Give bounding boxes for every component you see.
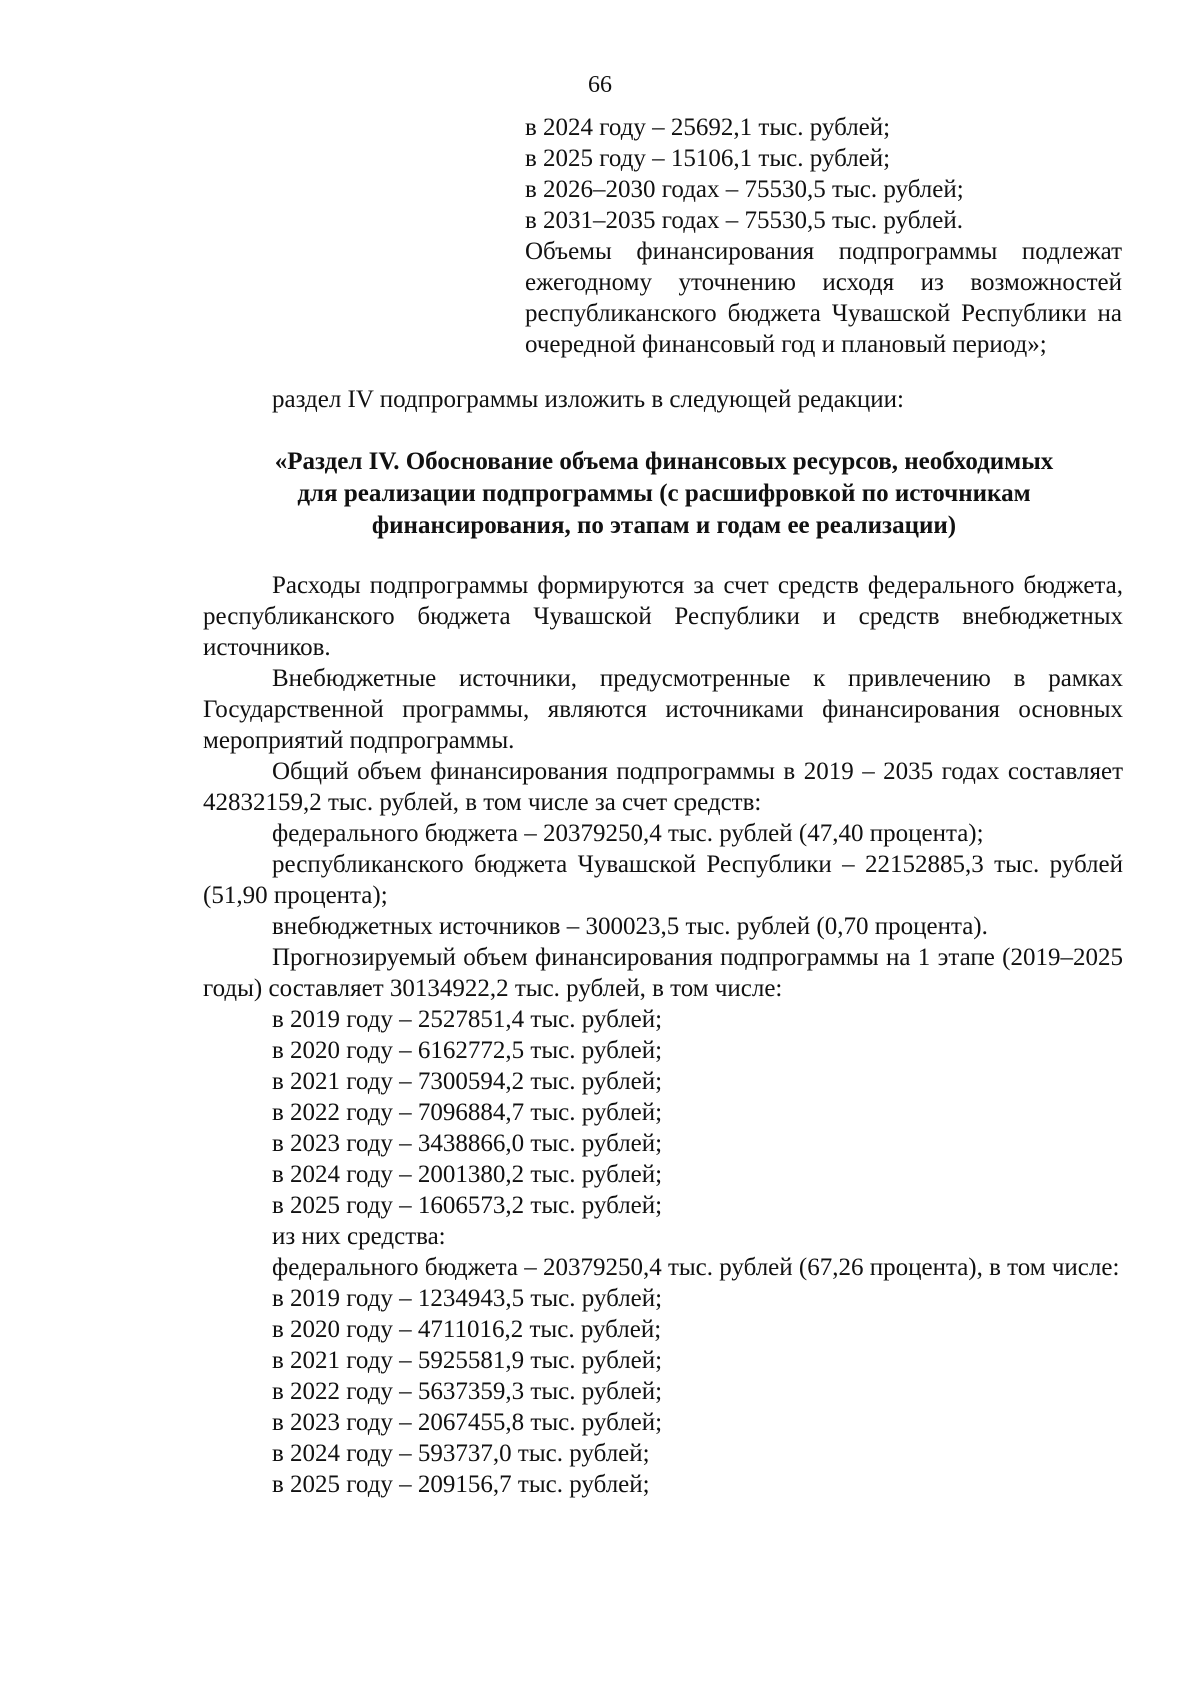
paragraph-extrabudgetary: Внебюджетные источники, предусмотренные к привлечению в рамках Государственной программы, являются источниками финансирования основных мероприятий подпрограммы. [203,665,1123,754]
heading-line: для реализации подпрограммы (с расшифровкой по источникам [297,480,1031,507]
section-body [203,570,1123,1500]
year-total-item: в 2020 году – 6162772,5 тыс. рублей; [272,1037,663,1064]
paragraph-federal-share: федерального бюджета – 20379250,4 тыс. рублей (47,40 процента); [272,820,984,847]
year-total-item: в 2023 году – 3438866,0 тыс. рублей; [272,1130,663,1157]
paragraph-stage-one: Прогнозируемый объем финансирования подпрограммы на 1 этапе (2019–2025 годы) составляет 30134922,2 тыс. рублей, в том числе: [203,944,1123,1002]
heading-line: «Раздел IV. Обоснование объема финансовых ресурсов, необходимых [274,448,1054,475]
funding-line: в 2026–2030 годах – 75530,5 тыс. рублей; [525,176,964,203]
paragraph-republic-share: республиканского бюджета Чувашской Республики – 22152885,3 тыс. рублей (51,90 процента); [203,851,1123,909]
section-heading [200,446,1128,542]
year-total-item: в 2021 году – 7300594,2 тыс. рублей; [272,1068,663,1095]
paragraph-extrabudgetary-share: внебюджетных источников – 300023,5 тыс. рублей (0,70 процента). [272,913,988,940]
paragraph-federal-stage: федерального бюджета – 20379250,4 тыс. рублей (67,26 процента), в том числе: [272,1254,1120,1281]
paragraph-of-them: из них средства: [272,1223,446,1250]
year-federal-item: в 2024 году – 593737,0 тыс. рублей; [272,1440,650,1467]
year-total-item: в 2019 году – 2527851,4 тыс. рублей; [272,1006,663,1033]
funding-line: в 2024 году – 25692,1 тыс. рублей; [525,114,891,141]
year-federal-item: в 2020 году – 4711016,2 тыс. рублей; [272,1316,662,1343]
funding-line: в 2025 году – 15106,1 тыс. рублей; [525,145,891,172]
year-total-item: в 2025 году – 1606573,2 тыс. рублей; [272,1192,663,1219]
year-federal-item: в 2025 году – 209156,7 тыс. рублей; [272,1471,650,1498]
year-federal-item: в 2019 году – 1234943,5 тыс. рублей; [272,1285,663,1312]
funding-summary-block [525,112,1122,360]
heading-line: финансирования, по этапам и годам ее реализации) [371,512,957,539]
year-federal-item: в 2021 году – 5925581,9 тыс. рублей; [272,1347,663,1374]
funding-note: Объемы финансирования подпрограммы подлежат ежегодному уточнению исходя из возможностей республиканского бюджета Чувашской Республики на очередной финансовый год и плановый период»; [525,238,1122,358]
year-federal-item: в 2023 году – 2067455,8 тыс. рублей; [272,1409,663,1436]
paragraph-total-volume: Общий объем финансирования подпрограммы в 2019 – 2035 годах составляет 42832159,2 тыс. рублей, в том числе за счет средств: [203,758,1123,816]
page-number: 66 [588,72,612,98]
year-total-item: в 2022 году – 7096884,7 тыс. рублей; [272,1099,663,1126]
paragraph-expenses: Расходы подпрограммы формируются за счет средств федерального бюджета, республиканского бюджета Чувашской Республики и средств внебюджетных источников. [203,572,1123,661]
year-total-item: в 2024 году – 2001380,2 тыс. рублей; [272,1161,663,1188]
intro-instruction: раздел IV подпрограммы изложить в следующей редакции: [272,386,904,413]
funding-line: в 2031–2035 годах – 75530,5 тыс. рублей. [525,207,963,234]
year-federal-item: в 2022 году – 5637359,3 тыс. рублей; [272,1378,663,1405]
